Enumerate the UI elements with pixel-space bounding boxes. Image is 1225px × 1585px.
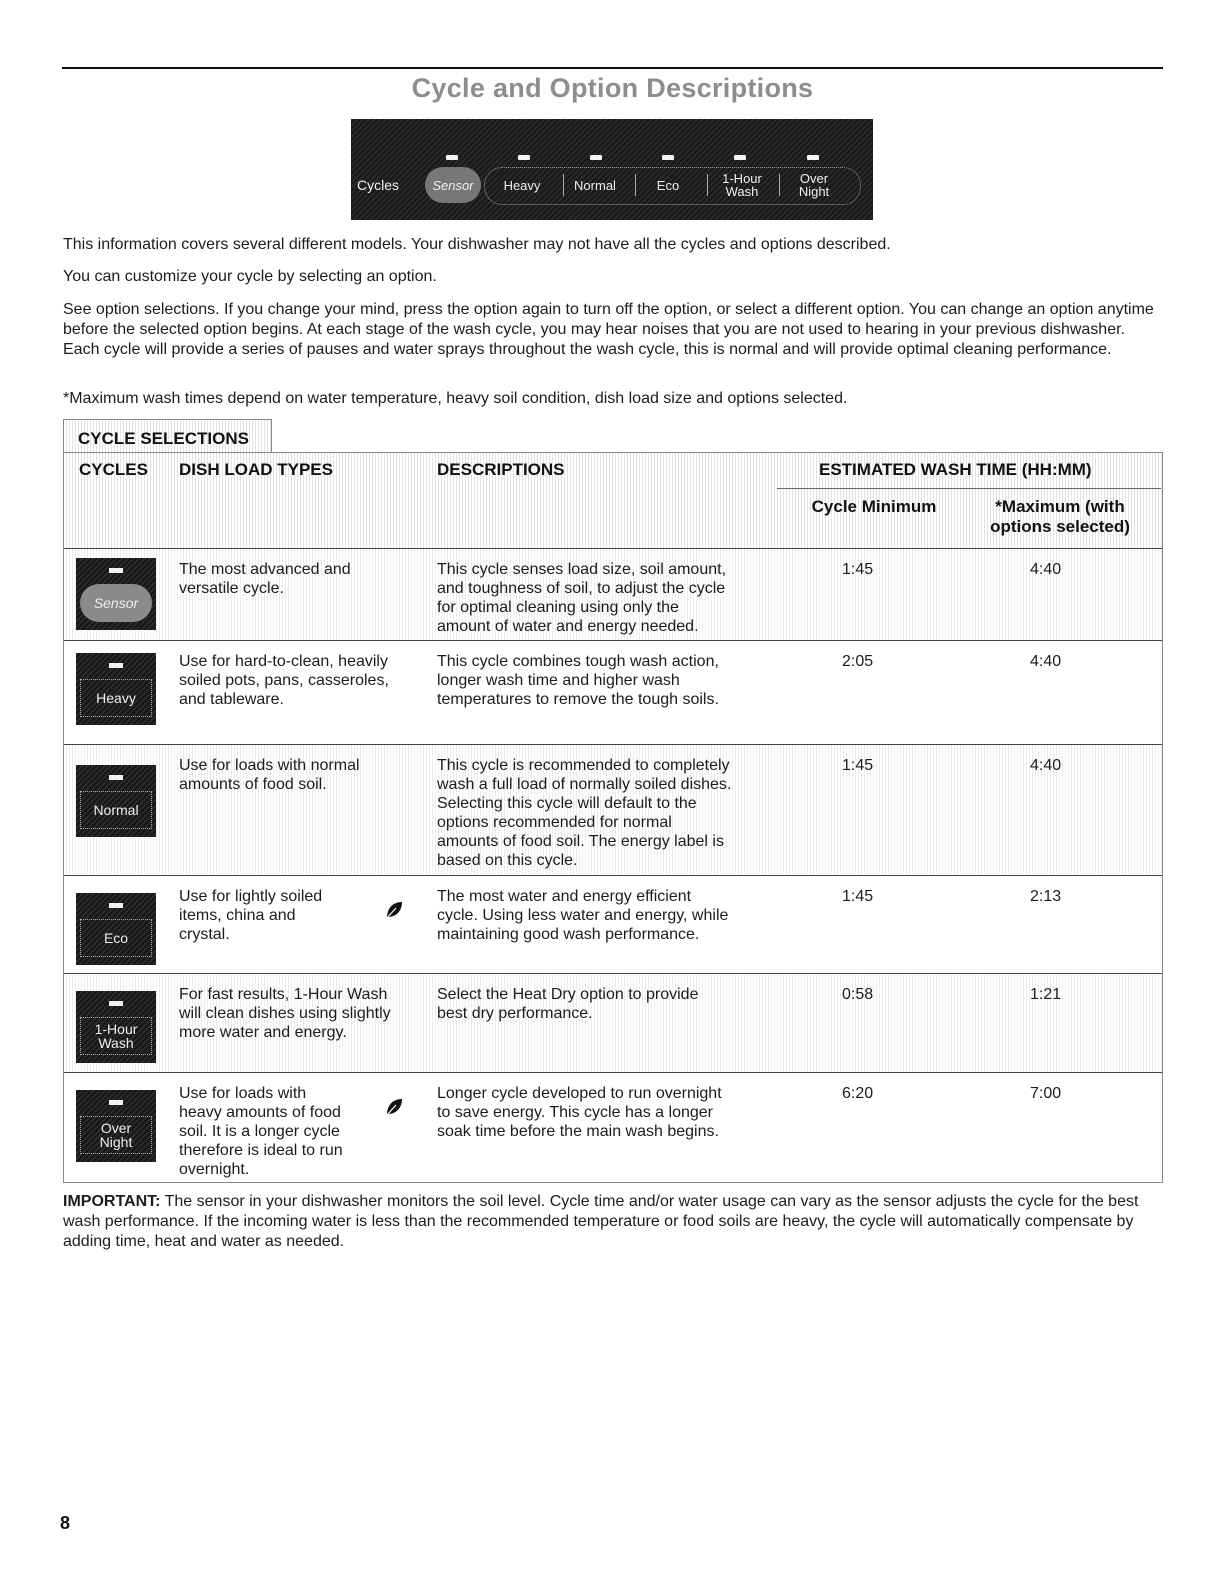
led-indicator	[109, 663, 123, 668]
sensor-cycle-icon	[76, 558, 156, 630]
description-text: This cycle combines tough wash action, longer wash time and higher wash temperatures to remove the tough soils.	[437, 653, 719, 708]
header-cycle-minimum: Cycle Minimum	[811, 497, 937, 516]
panel-cycles-label: Cycles	[357, 177, 400, 193]
normal-button-label: Normal	[80, 791, 152, 829]
led-indicator	[109, 1100, 123, 1105]
cycle-minimum-value: 1:45	[842, 757, 874, 774]
cycle-maximum-value: 4:40	[1030, 757, 1062, 774]
cycle-maximum-value: 7:00	[1030, 1085, 1062, 1102]
dish-load-text: Use for loads with heavy amounts of food soil. It is a longer cycle therefore is ideal to run overnight.	[179, 1085, 343, 1178]
panel-button-eco: Eco	[656, 177, 680, 193]
table-row-sensor	[64, 548, 1162, 640]
intro-paragraph-2: You can customize your cycle by selecting an option.	[63, 268, 437, 285]
cycle-maximum-value: 4:40	[1030, 561, 1062, 578]
intro-paragraph-1: This information covers several different models. Your dishwasher may not have all the cycles and options described.	[63, 236, 891, 253]
cycle-maximum-value: 1:21	[1030, 986, 1062, 1003]
header-estimated-wash-time: ESTIMATED WASH TIME (HH:MM)	[819, 460, 1092, 479]
led-indicator	[109, 903, 123, 908]
top-rule	[62, 67, 1163, 69]
heavy-cycle-icon	[76, 653, 156, 725]
panel-separator	[635, 174, 636, 196]
panel-button-heavy: Heavy	[503, 177, 541, 193]
panel-button-normal: Normal	[574, 177, 616, 193]
over-night-button-label: Over Night	[80, 1116, 152, 1154]
led-indicator	[109, 568, 123, 573]
panel-led	[590, 155, 602, 160]
leaf-icon	[384, 1097, 404, 1117]
table-row-1-hour-wash	[64, 973, 1162, 1072]
panel-button-over-night: Over Night	[798, 171, 830, 199]
header-maximum: *Maximum (with options selected)	[990, 497, 1130, 536]
table-header	[64, 453, 1162, 548]
1-hour-wash-button-label: 1-Hour Wash	[80, 1017, 152, 1055]
page-number: 8	[60, 1513, 71, 1533]
important-note	[63, 1192, 1163, 1252]
description-text: This cycle senses load size, soil amount, and toughness of soil, to adjust the cycle for optimal cleaning using only the amount of water and energy needed.	[437, 561, 727, 635]
sensor-button-label: Sensor	[80, 584, 152, 622]
panel-led	[807, 155, 819, 160]
header-descriptions: DESCRIPTIONS	[437, 460, 565, 479]
control-panel-image	[351, 119, 873, 220]
panel-separator	[707, 174, 708, 196]
eco-cycle-icon	[76, 893, 156, 965]
led-indicator	[109, 1001, 123, 1006]
eco-button-label: Eco	[80, 919, 152, 957]
dish-load-text: The most advanced and versatile cycle.	[179, 561, 351, 597]
page-title: Cycle and Option Descriptions	[411, 73, 814, 103]
panel-led	[446, 155, 458, 160]
table-row-eco	[64, 875, 1162, 973]
intro-paragraph-4: *Maximum wash times depend on water temperature, heavy soil condition, dish load size and options selected.	[63, 390, 848, 407]
heavy-button-label: Heavy	[80, 679, 152, 717]
cycle-maximum-value: 4:40	[1030, 653, 1062, 670]
led-indicator	[109, 775, 123, 780]
description-text: Longer cycle developed to run overnight to save energy. This cycle has a longer soak time before the main wash begins.	[437, 1085, 722, 1140]
leaf-icon	[384, 900, 404, 920]
cycle-minimum-value: 2:05	[842, 653, 874, 670]
dish-load-text: For fast results, 1-Hour Wash will clean dishes using slightly more water and energy.	[179, 986, 391, 1041]
normal-cycle-icon	[76, 765, 156, 837]
important-label: IMPORTANT:	[63, 1193, 161, 1210]
1-hour-wash-cycle-icon	[76, 991, 156, 1063]
cycle-minimum-value: 1:45	[842, 888, 874, 905]
over-night-cycle-icon	[76, 1090, 156, 1162]
dish-load-text: Use for hard-to-clean, heavily soiled pots, pans, casseroles, and tableware.	[179, 653, 389, 708]
cycle-selections-table	[63, 452, 1163, 1183]
important-text: The sensor in your dishwasher monitors the soil level. Cycle time and/or water usage can vary as the sensor adjusts the cycle for the best wash performance. If the incoming water is less than the recommended temperature or food soils are heavy, the cycle will automatically compensate by adding time, heat and water as needed.	[63, 1193, 1139, 1250]
dish-load-text: Use for lightly soiled items, china and crystal.	[179, 888, 323, 943]
dish-load-text: Use for loads with normal amounts of food soil.	[179, 757, 360, 793]
table-row-heavy	[64, 640, 1162, 744]
panel-separator	[779, 174, 780, 196]
table-row-normal	[64, 744, 1162, 875]
header-cycles: CYCLES	[79, 460, 148, 479]
cycle-minimum-value: 6:20	[842, 1085, 874, 1102]
panel-led	[518, 155, 530, 160]
cycle-maximum-value: 2:13	[1030, 888, 1062, 905]
description-text: The most water and energy efficient cycle. Using less water and energy, while maintaining good wash performance.	[437, 888, 729, 943]
cycle-minimum-value: 0:58	[842, 986, 874, 1003]
panel-led	[734, 155, 746, 160]
table-row-over-night	[64, 1072, 1162, 1182]
intro-paragraph-3: See option selections. If you change your mind, press the option again to turn off the option, or select a different option. You can change an option anytime before the selected option begins. At each stage of the wash cycle, you may hear noises that you are not used to hearing in your previous dishwasher. Each cycle will provide a series of pauses and water sprays throughout the wash cycle, this is normal and will provide optimal cleaning performance.	[63, 301, 1154, 358]
cycle-minimum-value: 1:45	[842, 561, 874, 578]
header-dish-load-types: DISH LOAD TYPES	[179, 460, 333, 479]
description-text: This cycle is recommended to completely wash a full load of normally soiled dishes. Selecting this cycle will default to the options recommended for normal amounts of food soil. The energy label is based on this cycle.	[437, 757, 732, 869]
panel-led	[662, 155, 674, 160]
panel-button-1-hour-wash: 1-Hour Wash	[722, 171, 762, 199]
description-text: Select the Heat Dry option to provide best dry performance.	[437, 986, 699, 1022]
panel-button-sensor: Sensor	[425, 167, 481, 203]
header-subrule	[777, 488, 1161, 489]
cycle-selections-tab: CYCLE SELECTIONS	[63, 419, 272, 453]
